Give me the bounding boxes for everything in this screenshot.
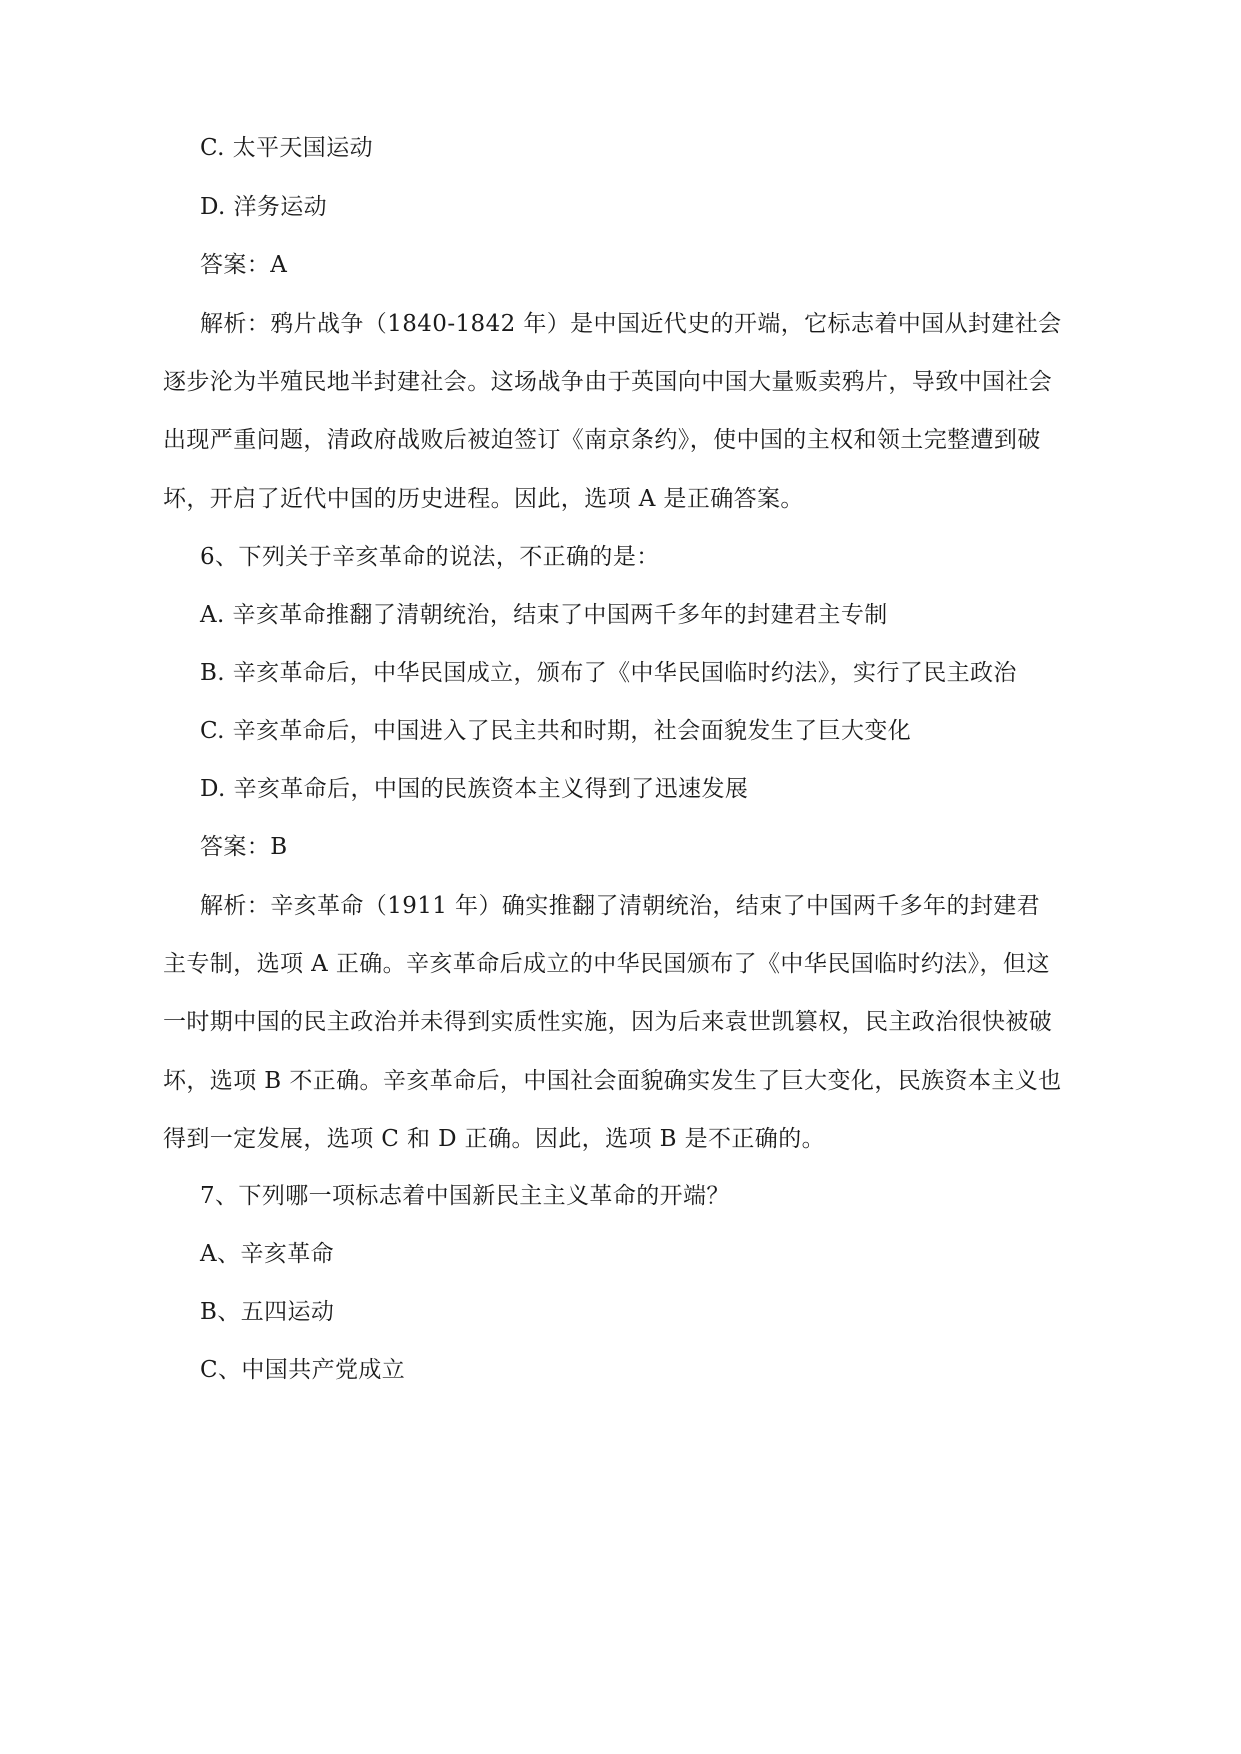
q6-analysis-line-3: 一时期中国的民主政治并未得到实质性实施，因为后来袁世凯篡权，民主政治很快被破 xyxy=(163,1009,1053,1035)
q5-analysis-line-1: 解析：鸦片战争（1840-1842 年）是中国近代史的开端，它标志着中国从封建社会 xyxy=(200,311,1062,337)
q6-analysis-line-2: 主专制，选项 A 正确。辛亥革命后成立的中华民国颁布了《中华民国临时约法》，但这 xyxy=(163,951,1050,977)
q6-answer: 答案：B xyxy=(200,834,288,860)
q5-answer: 答案：A xyxy=(200,252,288,278)
q5-analysis-line-2: 逐步沦为半殖民地半封建社会。这场战争由于英国向中国大量贩卖鸦片，导致中国社会 xyxy=(163,369,1053,395)
q6-option-d: D. 辛亥革命后，中国的民族资本主义得到了迅速发展 xyxy=(200,776,749,802)
q5-option-c: C. 太平天国运动 xyxy=(200,135,374,161)
q6-option-c: C. 辛亥革命后，中国进入了民主共和时期，社会面貌发生了巨大变化 xyxy=(200,718,912,744)
q6-option-b: B. 辛亥革命后，中华民国成立，颁布了《中华民国临时约法》，实行了民主政治 xyxy=(200,660,1017,686)
q5-option-d: D. 洋务运动 xyxy=(200,194,328,220)
q6-option-a: A. 辛亥革命推翻了清朝统治，结束了中国两千多年的封建君主专制 xyxy=(200,602,888,628)
q7-question: 7、下列哪一项标志着中国新民主主义革命的开端？ xyxy=(200,1183,730,1209)
q5-analysis-line-4: 坏，开启了近代中国的历史进程。因此，选项 A 是正确答案。 xyxy=(163,486,804,512)
q7-option-c: C、中国共产党成立 xyxy=(200,1357,406,1383)
q6-analysis-line-5: 得到一定发展，选项 C 和 D 正确。因此，选项 B 是不正确的。 xyxy=(163,1126,826,1152)
q6-analysis-line-4: 坏，选项 B 不正确。辛亥革命后，中国社会面貌确实发生了巨大变化，民族资本主义也 xyxy=(163,1068,1062,1094)
q7-option-a: A、辛亥革命 xyxy=(200,1241,335,1267)
q6-question: 6、下列关于辛亥革命的说法，不正确的是： xyxy=(200,544,660,570)
q5-analysis-line-3: 出现严重问题，清政府战败后被迫签订《南京条约》，使中国的主权和领土完整遭到破 xyxy=(163,427,1041,453)
q7-option-b: B、五四运动 xyxy=(200,1299,335,1325)
q6-analysis-line-1: 解析：辛亥革命（1911 年）确实推翻了清朝统治，结束了中国两千多年的封建君 xyxy=(200,893,1041,919)
